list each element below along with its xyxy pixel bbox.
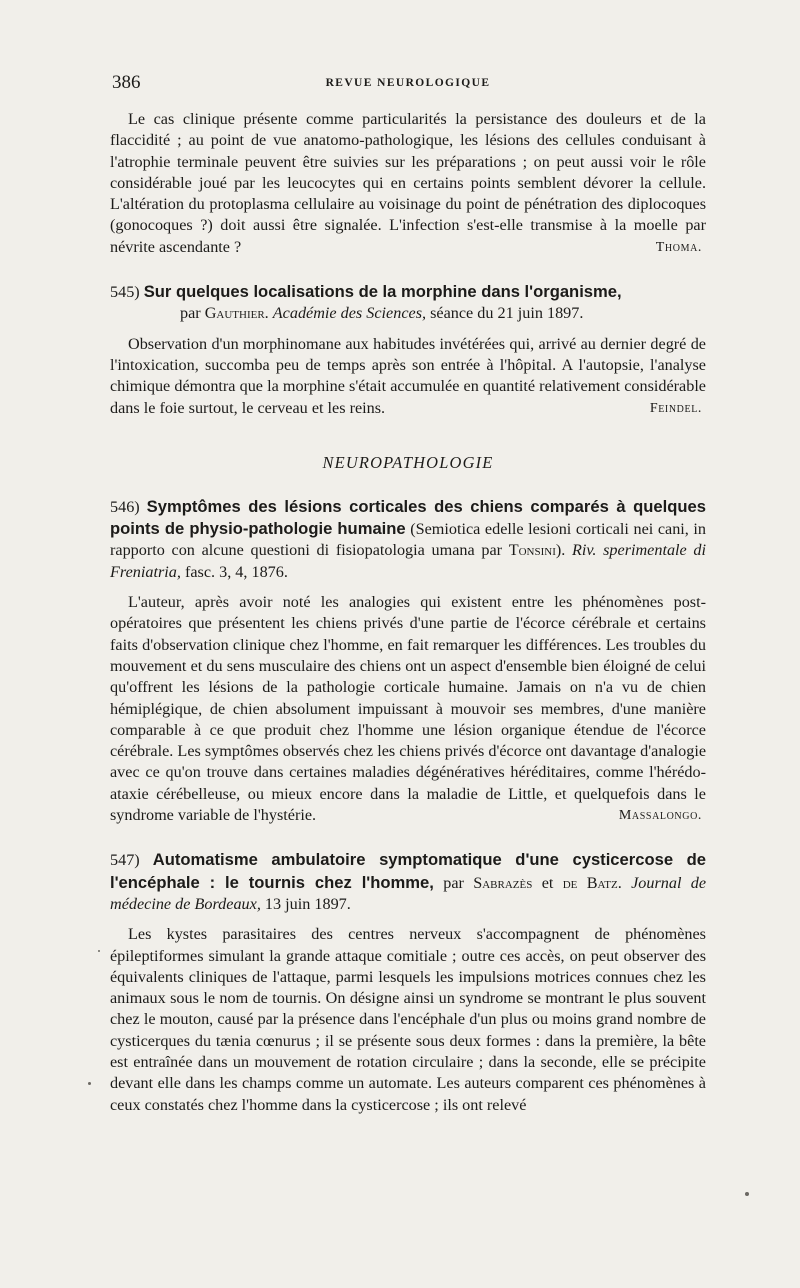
spacer xyxy=(110,419,706,452)
entry-546-citation: fasc. 3, 4, 1876. xyxy=(184,562,288,581)
spacer xyxy=(110,258,706,281)
print-speck xyxy=(98,950,100,952)
page-header xyxy=(112,72,704,96)
entry-547-and: et xyxy=(541,873,554,892)
entry-547-body xyxy=(110,924,706,1116)
entry-545-byline xyxy=(128,303,706,324)
entry-545-body xyxy=(110,334,706,419)
entry-547-title: Automatisme ambulatoire symptomatique d'une cysticercose de l'encéphale : le tournis chez l'homme, xyxy=(110,850,707,892)
entry-545-number: 545) xyxy=(110,283,140,302)
entry-545-citation: séance du 21 juin 1897. xyxy=(430,304,584,323)
print-speck xyxy=(88,1082,91,1085)
entry-547-text: Les kystes parasitaires des centres nerveux s'accompagnent de phénomènes épileptiformes simulant la grande attaque comitiale ; outre ces accès, on peut observer des équivalents cliniques de l'attaque, parmi lesquels les impulsions motrices connues chez les animaux sous le nom de tournis. On désigne ainsi un syndrome se montrant le plus souvent chez le mouton, causé par la présence dans l'encéphale d'un plus ou moins grand nombre de cysticerques du tænia cœnurus ; il se présente sous deux formes : dans la première, la bête est entraînée dans un mouvement de rotation circulaire ; dans la seconde, elle se précipite devant elle dans les champs comme un automate. Les auteurs comparent ces phénomènes à ceux constatés chez l'homme dans la cysticercose ; ils ont relevé xyxy=(110,925,706,1114)
entry-547-by: par xyxy=(443,873,464,892)
intro-signature: Thoma. xyxy=(655,239,702,255)
entry-546-signature: Massalongo. xyxy=(618,808,702,824)
entry-546-subtitle: (Semiotica edelle lesioni corticali nei cani, in rapporto con alcune questioni di fisiopatologia umana par xyxy=(110,520,706,560)
entry-547-citation: 13 juin 1897. xyxy=(264,894,351,913)
entry-546-title: Symptômes des lésions corticales des chiens comparés à quelques points de physio-pathologie humaine xyxy=(110,496,706,539)
entry-547-author-2: de Batz. xyxy=(562,873,622,892)
entry-545-journal: Académie des Sciences, xyxy=(272,304,427,323)
entry-546-number: 546) xyxy=(110,497,140,516)
spacer xyxy=(110,583,706,592)
spacer xyxy=(110,325,706,334)
spacer xyxy=(110,826,706,849)
intro-text: Le cas clinique présente comme particularités la persistance des douleurs et de la flaccidité ; au point de vue anatomo-pathologique, les lésions des cellules conduisant à l'atrophie terminale peuvent être suivies sur les préparations ; on peut aussi voir le rôle considérable joué par les leucocytes qui en certains points semblent dévorer la cellule. L'altération du protoplasma cellulaire au voisinage du point de pénétration des diplocoques (gonocoques ?) doit aussi être signalée. L'infection s'est-elle transmise à la moelle par névrite ascendante ? xyxy=(110,110,706,256)
entry-547-number: 547) xyxy=(110,851,140,870)
page-content xyxy=(110,109,706,1116)
spacer xyxy=(110,473,706,496)
running-title: REVUE NEUROLOGIQUE xyxy=(325,77,491,89)
entry-547-author-1: Sabrazès xyxy=(473,873,533,892)
entry-545-heading xyxy=(110,281,706,325)
entry-547-journal: Journal de médecine de Bordeaux, xyxy=(110,873,707,913)
entry-545-signature: Feindel. xyxy=(649,400,702,416)
intro-paragraph xyxy=(110,109,706,258)
entry-546-text: L'auteur, après avoir noté les analogies qui existent entre les phénomènes post-opératoires que présentent les chiens privés d'une partie de l'écorce cérébrale et certains faits d'observation clinique chez l'homme, en fait remarquer les différences. Les troubles du mouvement et du sens musculaire des chiens ont un aspect d'ensemble bien éloigné de celui qu'offrent les lésions de la pathologie corticale humaine. Jamais on n'a vu de chien hémiplégique, de chien absolument impuissant à mouvoir ses membres, d'une manière comparable à ce que produit chez l'homme une lésion organique étendue de l'écorce cérébrale. Les symptômes observés chez les chiens privés d'écorce ont davantage d'analogie avec ce qu'on trouve dans certaines maladies dégénératives héréditaires, comme l'hérédo-ataxie cérébelleuse, ou mieux encore dans la maladie de Little, et quelquefois dans le syndrome variable de l'hystérie. xyxy=(110,593,706,825)
entry-545-by: par xyxy=(180,304,201,323)
entry-546-journal: Riv. sperimentale di Freniatria, xyxy=(110,541,707,581)
entry-545-text: Observation d'un morphinomane aux habitudes invétérées qui, arrivé au dernier degré de l'intoxication, succomba peu de temps après son entrée à l'hôpital. A l'autopsie, l'analyse chimique démontra que la morphine s'était accumulée en quantité relativement considérable dans le foie surtout, le cerveau et les reins. xyxy=(110,334,706,417)
entry-546-author: Tonsini). xyxy=(508,541,566,560)
spacer xyxy=(110,915,706,924)
entry-545-title: Sur quelques localisations de la morphine dans l'organisme, xyxy=(143,282,622,302)
entry-546-heading xyxy=(110,496,706,583)
entry-546-body xyxy=(110,592,706,826)
page-number: 386 xyxy=(112,72,141,93)
entry-545-author: Gauthier. xyxy=(204,304,269,323)
print-speck xyxy=(745,1192,749,1196)
entry-547-heading xyxy=(110,849,706,915)
section-heading: NEUROPATHOLOGIE xyxy=(322,452,494,472)
